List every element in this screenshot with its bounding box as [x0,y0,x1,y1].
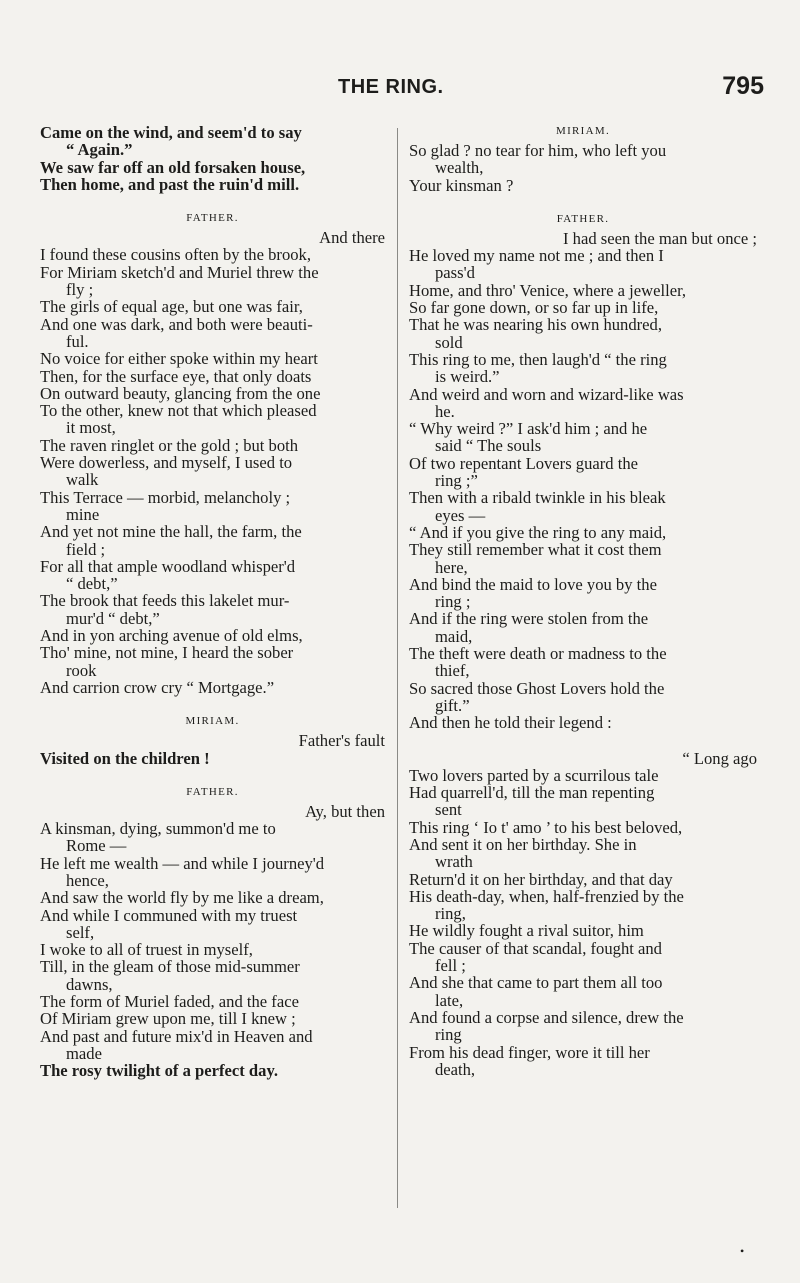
verse-line: Return'd it on her birthday, and that day [409,869,673,889]
verse-line: Two lovers parted by a scurrilous tale [409,765,659,785]
verse-line: So sacred those Ghost Lovers hold the [409,678,665,698]
verse-line: ring [435,1025,462,1045]
verse-line: And if the ring were stolen from the [409,609,649,629]
verse-line: is weird.” [435,367,500,387]
verse-line: And then he told their legend : [409,713,612,733]
right-column [409,124,757,1078]
verse-line: The girls of equal age, but one was fair, [40,297,303,317]
verse-line: Had quarrell'd, till the man repenting [409,783,655,803]
verse-line: Then with a ribald twinkle in his bleak [409,488,666,508]
verse-line: Then, for the surface eye, that only doats [40,366,312,386]
verse-line: For Miriam sketch'd and Muriel threw the [40,262,319,282]
speaker-label: FATHER. [186,785,239,798]
verse-line: pass'd [435,263,475,283]
verse-line: For all that ample woodland whisper'd [40,556,296,576]
speaker-label: FATHER. [186,212,239,225]
verse-line: I had seen the man but once ; [563,228,757,248]
verse-line: “ Long ago [682,748,757,768]
verse-line: sold [435,332,463,352]
verse-line: Were dowerless, and myself, I used to [40,453,293,473]
verse-line: And sent it on her birthday. She in [409,834,637,854]
verse-line: rook [66,660,97,680]
verse-line: And yet not mine the hall, the farm, the [40,522,302,542]
verse-line: On outward beauty, glancing from the one [40,383,321,403]
running-head [0,72,800,106]
verse-line: mine [66,504,100,524]
verse-line: he. [435,401,455,421]
verse-line: late, [435,990,464,1010]
verse-line: And there [319,228,385,248]
verse-line: This ring ‘ Io t' amo ’ to his best beloved, [409,817,683,837]
verse-line: And past and future mix'd in Heaven and [40,1026,313,1046]
verse-line: “ Again.” [66,140,133,160]
verse-line: This Terrace — morbid, melancholy ; [40,487,291,507]
verse-line: gift.” [435,695,470,715]
verse-line: And one was dark, and both were beauti- [40,314,313,334]
verse-line: eyes — [435,505,486,525]
left-column [40,124,385,1080]
verse-line: The brook that feeds this lakelet mur- [40,591,290,611]
verse-line: Of Miriam grew upon me, till I knew ; [40,1009,296,1029]
verse-line: “ debt,” [66,574,118,594]
verse-line: ful. [66,331,89,351]
speaker-label: MIRIAM. [555,125,611,137]
verse-line: Till, in the gleam of those mid-summer [40,957,300,977]
printer-mark: • [740,1244,745,1258]
verse-line: I found these cousins often by the brook, [40,245,311,265]
verse-line: He loved my name not me ; and then I [409,246,664,266]
verse-line: self, [66,922,95,942]
speaker-label: FATHER. [556,212,610,225]
verse-line: So glad ? no tear for him, who left you [409,141,667,160]
verse-line: And in yon arching avenue of old elms, [40,626,303,646]
verse-line: wealth, [435,158,484,178]
speaker-label: MIRIAM. [185,715,240,728]
verse-line: Home, and thro' Venice, where a jeweller, [409,280,687,300]
verse-line: field ; [66,539,106,559]
verse-line: A kinsman, dying, summon'd me to [40,819,276,839]
verse-line: death, [435,1059,476,1079]
verse-line: He wildly fought a rival suitor, him [409,921,644,941]
verse-line: said “ The souls [435,436,542,456]
verse-line: The causer of that scandal, fought and [409,938,662,958]
verse-line: hence, [66,870,109,890]
verse-line: thief, [435,661,470,681]
verse-line: Of two repentant Lovers guard the [409,453,639,473]
verse-line: The form of Muriel faded, and the face [40,992,299,1012]
verse-line: To the other, knew not that which pleased [40,401,317,421]
verse-line: And saw the world fly by me like a dream, [40,888,324,908]
verse-line: Tho' mine, not mine, I heard the sober [40,643,294,663]
verse-line: The rosy twilight of a perfect day. [40,1061,278,1081]
verse-line: And found a corpse and silence, drew the [409,1007,684,1027]
column-rule [397,128,398,1208]
verse-line: ring ; [435,592,471,612]
verse-line: And carrion crow cry “ Mortgage.” [40,677,275,697]
verse-line: sent [435,800,462,820]
running-title: THE RING. [338,76,444,98]
verse-line: He left me wealth — and while I journey'd [40,853,325,873]
verse-line: here, [435,557,468,577]
verse-line: And weird and worn and wizard-like was [409,384,684,404]
verse-line: made [66,1043,102,1063]
verse-line: The theft were death or madness to the [409,644,667,664]
verse-line: “ And if you give the ring to any maid, [409,522,667,542]
verse-line: fell ; [435,956,466,976]
verse-line: Came on the wind, and seem'd to say [40,123,302,142]
verse-line: And she that came to part them all too [409,973,663,993]
verse-line: So far gone down, or so far up in life, [409,298,659,318]
verse-line: And bind the maid to love you by the [409,574,657,594]
verse-line: From his dead finger, wore it till her [409,1042,650,1062]
verse-line: Then home, and past the ruin'd mill. [40,174,300,194]
verse-line: Visited on the children ! [40,748,210,768]
verse-line: wrath [435,852,473,872]
verse-line: Father's fault [298,731,385,751]
verse-line: The raven ringlet or the gold ; but both [40,435,299,455]
verse-line: No voice for either spoke within my heart [40,349,318,369]
verse-line: fly ; [66,280,94,300]
verse-line: They still remember what it cost them [409,540,662,560]
verse-line: dawns, [66,974,113,994]
page-number: 795 [722,72,764,100]
verse-line: ring ;” [435,471,478,491]
verse-line: walk [66,470,99,490]
verse-line: This ring to me, then laugh'd “ the ring [409,349,667,369]
verse-line: And while I communed with my truest [40,905,298,925]
verse-line: maid, [435,626,473,646]
verse-line: Rome — [66,836,127,856]
verse-line: mur'd “ debt,” [66,608,160,628]
verse-line: That he was nearing his own hundred, [409,315,662,335]
stanza-gap [409,732,757,750]
verse-line: We saw far off an old forsaken house, [40,157,306,177]
verse-line: Ay, but then [305,801,385,821]
verse-line: it most, [66,418,116,438]
verse-line: Your kinsman ? [409,175,514,195]
verse-line: His death-day, when, half-frenzied by the [409,886,684,906]
verse-line: ring, [435,904,466,924]
verse-line: I woke to all of truest in myself, [40,940,253,960]
verse-line: “ Why weird ?” I ask'd him ; and he [409,419,648,439]
